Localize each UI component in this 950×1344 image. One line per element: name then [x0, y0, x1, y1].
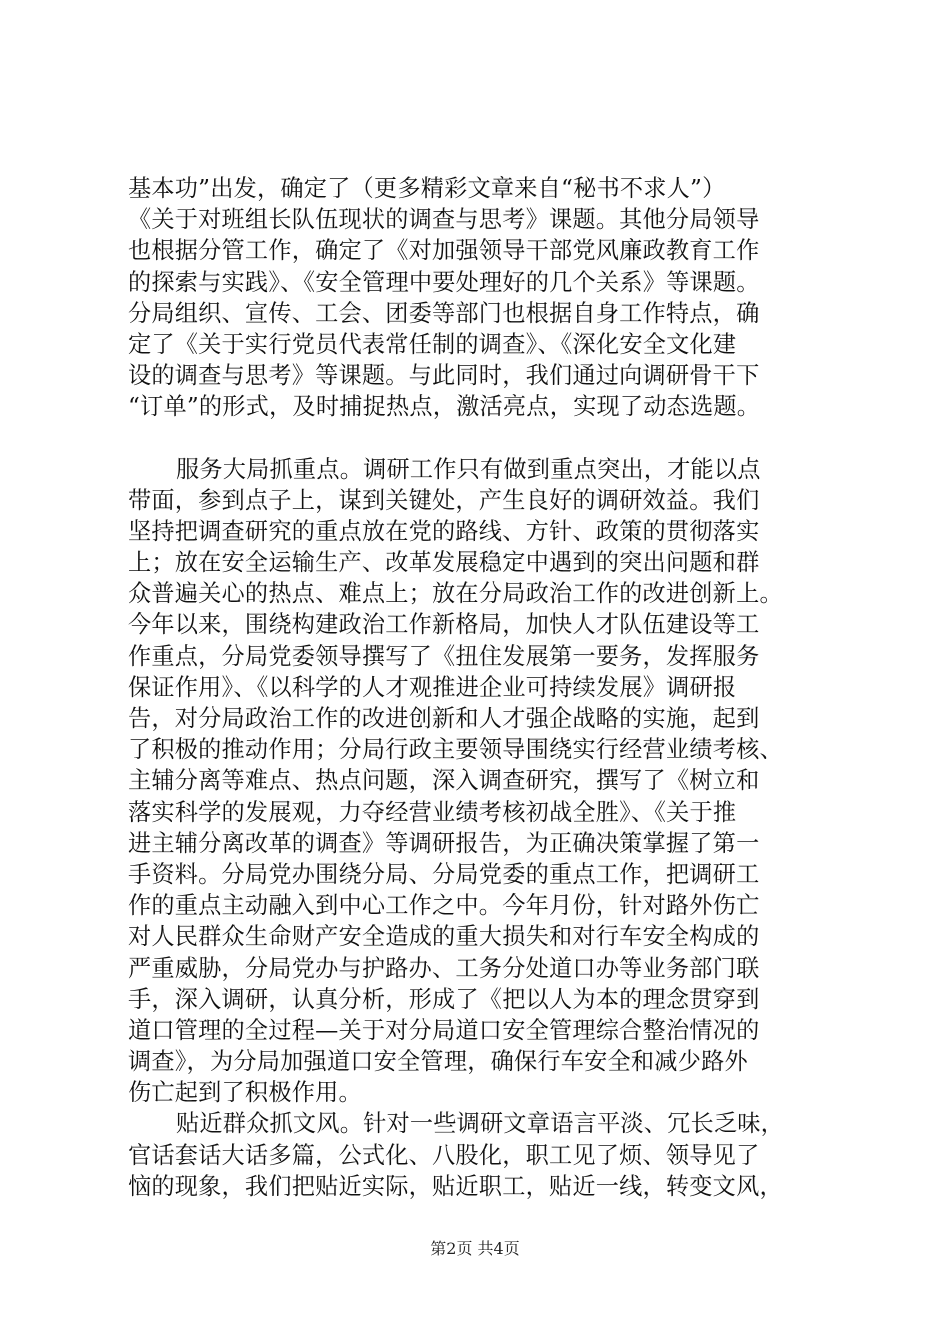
- text-line: “订单”的形式，及时捕捉热点，激活亮点，实现了动态选题。: [128, 393, 761, 421]
- text-line: 手资料。分局党办围绕分局、分局党委的重点工作，把调研工: [128, 860, 760, 888]
- text-line: 落实科学的发展观，力夺经营业绩考核初战全胜》、《关于推: [128, 798, 737, 826]
- text-line: 的探索与实践》、《安全管理中要处理好的几个关系》等课题。: [128, 268, 760, 296]
- document-body: [128, 173, 850, 1202]
- text-line: 告，对分局政治工作的改进创新和人才强企战略的实施，起到: [128, 705, 760, 732]
- text-line: 手，深入调研，认真分析，形成了《把以人为本的理念贯穿到: [128, 985, 760, 1013]
- text-line: 调查》，为分局加强道口安全管理，确保行车安全和减少路外: [128, 1048, 748, 1076]
- paragraph-spacer: [128, 423, 850, 454]
- text-line: 恼的现象，我们把贴近实际，贴近职工，贴近一线，转变文风，: [128, 1172, 783, 1200]
- text-line: 了积极的推动作用；分局行政主要领导围绕实行经营业绩考核、: [128, 736, 783, 764]
- text-line: 坚持把调查研究的重点放在党的路线、方针、政策的贯彻落实: [128, 517, 760, 545]
- text-line: 伤亡起到了积极作用。: [128, 1079, 362, 1107]
- text-line: 基本功”出发，确定了（更多精彩文章来自“秘书不求人”）: [128, 175, 726, 202]
- text-line: 作的重点主动融入到中心工作之中。今年月份，针对路外伤亡: [128, 892, 760, 920]
- text-line: 服务大局抓重点。调研工作只有做到重点突出，才能以点: [176, 455, 761, 483]
- text-line: 保证作用》、《以科学的人才观推进企业可持续发展》调研报: [128, 673, 737, 701]
- text-line: 贴近群众抓文风。针对一些调研文章语言平淡、冗长乏味，: [176, 1110, 785, 1138]
- text-line: 官话套话大话多篇，公式化、八股化，职工见了烦、领导见了: [128, 1141, 760, 1169]
- text-line: 进主辅分离改革的调查》等调研报告，为正确决策掌握了第一: [128, 829, 760, 857]
- text-line: 《关于对班组长队伍现状的调查与思考》课题。其他分局领导: [128, 206, 760, 234]
- page-footer: 第2页 共4页: [430, 1239, 520, 1258]
- text-line: 众普遍关心的热点、难点上；放在分局政治工作的改进创新上。: [128, 580, 783, 608]
- text-line: 带面，参到点子上，谋到关键处，产生良好的调研效益。我们: [128, 486, 760, 514]
- text-line: 严重威胁，分局党办与护路办、工务分处道口办等业务部门联: [128, 954, 760, 982]
- text-line: 也根据分管工作，确定了《对加强领导干部党风廉政教育工作: [128, 237, 760, 265]
- paragraph: [128, 173, 850, 423]
- text-line: 分局组织、宣传、工会、团委等部门也根据自身工作特点，确: [128, 299, 760, 327]
- text-line: 设的调查与思考》等课题。与此同时，我们通过向调研骨干下: [128, 362, 760, 390]
- text-line: 今年以来，围绕构建政治工作新格局，加快人才队伍建设等工: [128, 611, 760, 639]
- text-line: 道口管理的全过程—关于对分局道口安全管理综合整治情况的: [128, 1016, 760, 1044]
- text-line: 作重点，分局党委领导撰写了《扭住发展第一要务，发挥服务: [128, 642, 760, 670]
- text-line: 上；放在安全运输生产、改革发展稳定中遇到的突出问题和群: [128, 549, 760, 577]
- text-line: 对人民群众生命财产安全造成的重大损失和对行车安全构成的: [128, 923, 760, 951]
- paragraph: [128, 454, 850, 1109]
- text-line: 主辅分离等难点、热点问题，深入调查研究，撰写了《树立和: [128, 767, 760, 795]
- paragraph: [128, 1108, 850, 1202]
- text-line: 定了《关于实行党员代表常任制的调查》、《深化安全文化建: [128, 330, 737, 358]
